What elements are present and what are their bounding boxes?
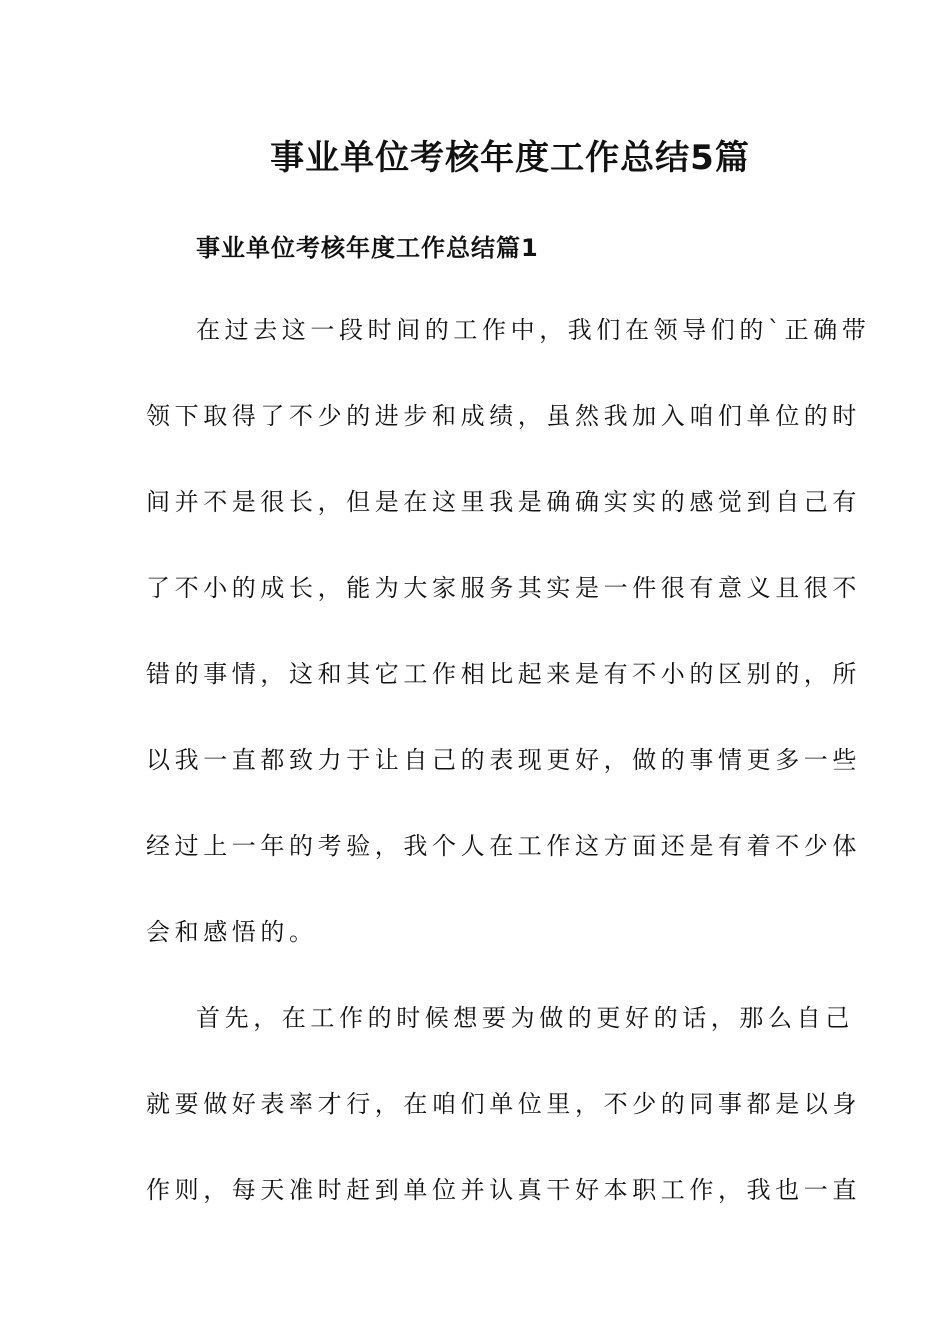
paragraph-line: 错的事情，这和其它工作相比起来是有不小的区别的，所 (146, 660, 861, 688)
paragraph-line: 就要做好表率才行，在咱们单位里，不少的同事都是以身 (146, 1090, 861, 1118)
paragraph-line: 间并不是很长，但是在这里我是确确实实的感觉到自己有 (146, 488, 861, 516)
paragraph-line: 首先，在工作的时候想要为做的更好的话，那么自己 (196, 1004, 854, 1032)
paragraph-line: 在过去这一段时间的工作中，我们在领导们的`正确带 (196, 316, 871, 344)
paragraph-line: 以我一直都致力于让自己的表现更好，做的事情更多一些 (146, 746, 861, 774)
paragraph-line: 了不小的成长，能为大家服务其实是一件很有意义且很不 (146, 574, 861, 602)
paragraph-line: 作则，每天准时赶到单位并认真干好本职工作，我也一直 (146, 1176, 861, 1204)
section-heading: 事业单位考核年度工作总结篇1 (196, 234, 539, 262)
document-title: 事业单位考核年度工作总结5篇 (270, 138, 750, 178)
paragraph-line: 会和感悟的。 (146, 918, 318, 946)
paragraph-line: 领下取得了不少的进步和成绩，虽然我加入咱们单位的时 (146, 402, 861, 430)
paragraph-line: 经过上一年的考验，我个人在工作这方面还是有着不少体 (146, 832, 861, 860)
